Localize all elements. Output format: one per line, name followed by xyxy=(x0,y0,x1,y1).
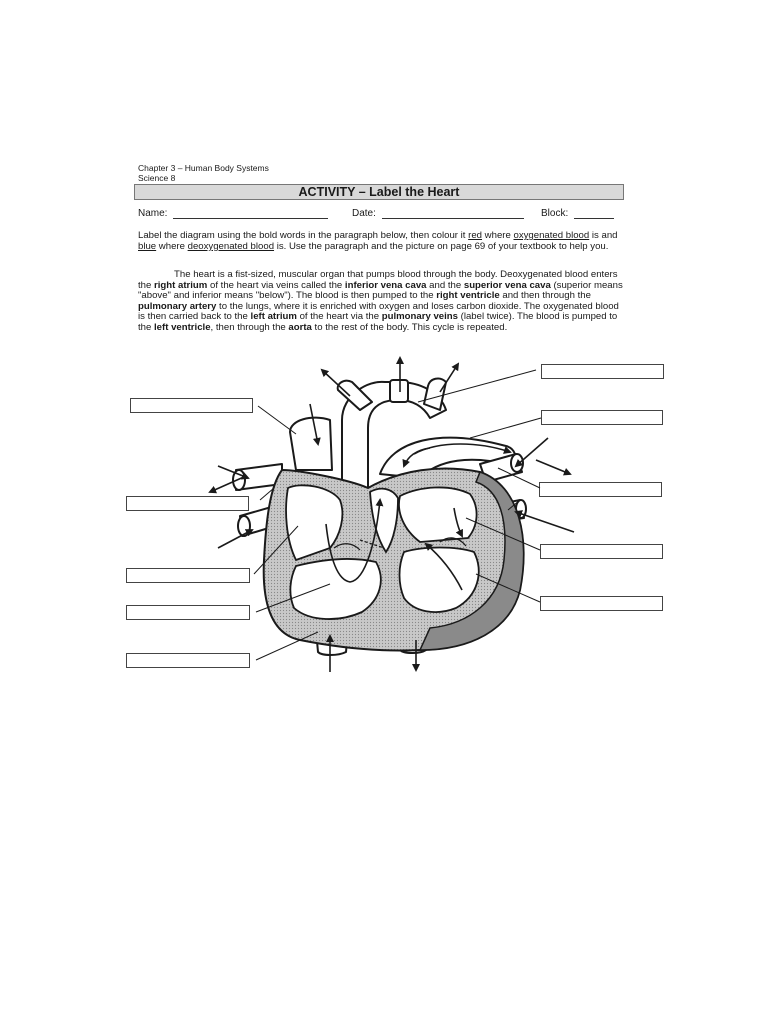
left-atrium-chamber xyxy=(399,487,477,542)
paragraph-text: to the rest of the body. This cycle is repeated. xyxy=(311,321,508,333)
term-left-atrium: left atrium xyxy=(250,311,297,323)
paragraph-text: of the heart via veins called the xyxy=(207,279,345,291)
date-label: Date: xyxy=(352,208,376,219)
superior-vena-cava-shape xyxy=(290,418,332,470)
instructions-text: where xyxy=(482,230,514,241)
term-superior-vena-cava: superior vena cava xyxy=(463,279,551,291)
paragraph-text: (label twice). The blood is pumped to the xyxy=(138,311,618,333)
term-right-atrium: right atrium xyxy=(154,279,208,291)
paragraph-text: , then through the xyxy=(210,321,289,333)
flow-arrow xyxy=(516,512,574,532)
instructions-text: is and xyxy=(589,230,618,241)
paragraph-text: and the xyxy=(426,279,464,291)
instructions-deoxygenated: deoxygenated blood xyxy=(187,241,275,252)
instructions-blue: blue xyxy=(138,241,157,252)
vessel-opening xyxy=(511,454,523,472)
instructions-oxygenated: oxygenated blood xyxy=(513,230,590,241)
aorta-branch-2 xyxy=(390,380,408,402)
term-pulmonary-artery: pulmonary artery xyxy=(138,300,217,312)
flow-arrow xyxy=(218,530,252,548)
paragraph-text: (superior means "above" and inferior means "below"). The blood is then pumped to the xyxy=(138,279,623,302)
leader-line xyxy=(256,632,318,660)
instructions-text: Label the diagram using the bold words in the paragraph below, then colour it xyxy=(138,230,469,241)
paragraph-text: to the lungs, where it is enriched with oxygen and loses carbon dioxide. The oxygenated blood is then carried back to the xyxy=(138,300,619,323)
term-inferior-vena-cava: inferior vena cava xyxy=(344,279,427,291)
instructions-text: where xyxy=(156,241,188,252)
paragraph-text: of the heart via the xyxy=(296,311,382,323)
term-left-ventricle: left ventricle xyxy=(154,321,211,333)
flow-arrow xyxy=(516,438,548,466)
leader-line xyxy=(470,418,541,438)
term-right-ventricle: right ventricle xyxy=(436,290,500,302)
activity-title: ACTIVITY – Label the Heart xyxy=(134,184,624,200)
chapter-line: Chapter 3 – Human Body Systems xyxy=(138,163,269,173)
paragraph-text: The heart is a fist-sized, muscular organ that pumps blood through the body. Deoxygenated blood enters the xyxy=(138,269,618,291)
flow-arrow xyxy=(536,460,570,474)
flow-arrow xyxy=(440,364,458,392)
instructions-red: red xyxy=(468,230,483,241)
term-aorta: aorta xyxy=(288,321,312,333)
block-label: Block: xyxy=(541,208,569,219)
course-line: Science 8 xyxy=(138,173,176,183)
instructions-text: is. Use the paragraph and the picture on page 69 of your textbook to help you. xyxy=(274,241,609,252)
paragraph-text: and then through the xyxy=(499,290,591,302)
name-label: Name: xyxy=(138,208,168,219)
leader-line xyxy=(258,406,296,434)
term-pulmonary-veins: pulmonary veins xyxy=(381,311,458,323)
vessel-opening xyxy=(238,516,250,536)
